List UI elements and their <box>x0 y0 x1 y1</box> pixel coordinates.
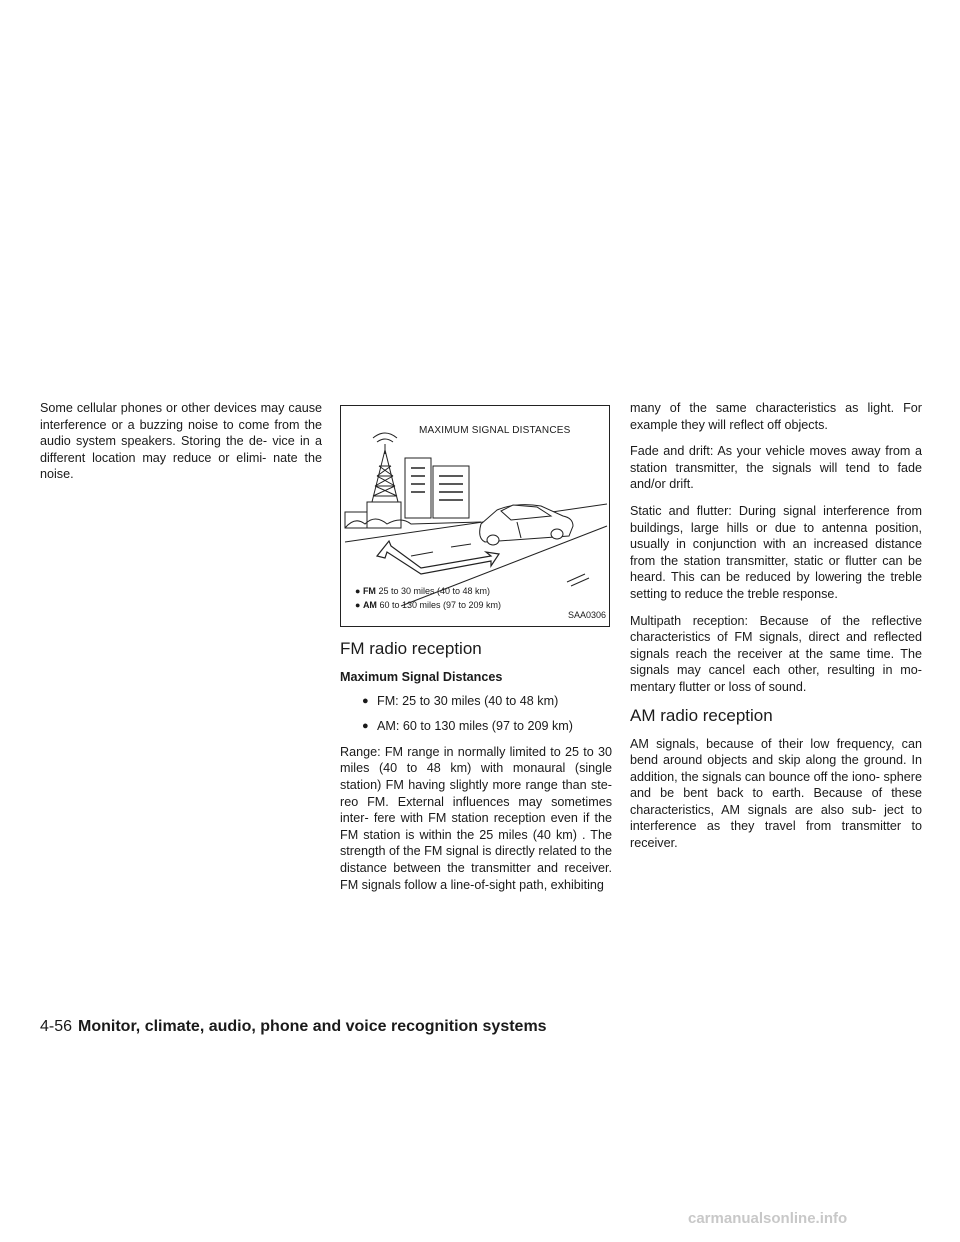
legend-fm-label: FM <box>362 586 376 596</box>
signal-distance-list <box>340 693 612 735</box>
max-signal-distances-subheading: Maximum Signal Distances <box>340 670 503 684</box>
list-item: ● AM: 60 to 130 miles (97 to 209 km) <box>362 718 612 735</box>
fm-range-paragraph: Range: FM range in normally limited to 25 to 30 miles (40 to 48 km) with monaural (single station) FM having slightly more range than ste- reo FM. External influences may sometimes inter- fere with FM station reception even if the FM station is within the 25 miles (40 km) . The strength of the FM signal is directly related to the distance between the transmitter and receiver. FM signals follow a line-of-sight path, exhibiting <box>340 744 612 892</box>
city-buildings-icon <box>345 458 469 528</box>
radio-tower-icon <box>371 433 399 506</box>
signal-distance-figure <box>340 405 610 627</box>
figure-legend-am: ● AM 60 to 130 miles (97 to 209 km) <box>355 600 501 610</box>
fm-continued-paragraph: many of the same characteristics as light. For example they will reflect off objects. <box>630 401 922 432</box>
middle-column <box>340 405 612 903</box>
page-number: 4-56 <box>40 1018 73 1035</box>
multipath-paragraph: Multipath reception: Because of the reflective characteristics of FM signals, direct and reflected signals reach the receiver at the same time. The signals may cancel each other, resulting in mo- mentary flutter or loss of sound. <box>630 613 922 694</box>
list-item: ● FM: 25 to 30 miles (40 to 48 km) <box>362 693 612 710</box>
page-footer <box>40 1017 547 1037</box>
figure-title: MAXIMUM SIGNAL DISTANCES <box>419 425 571 436</box>
fm-reception-heading: FM radio reception <box>340 639 482 658</box>
legend-am-text: 60 to 130 miles (97 to 209 km) <box>376 600 501 610</box>
am-paragraph: AM signals, because of their low frequency, can bend around objects and skip along the ground. In addition, the signals can bounce off the iono- sphere and be bent back to earth. Because of these characteristics, AM signals are also sub- ject to interference as they travel from transmitter to receiver. <box>630 736 922 851</box>
left-column <box>40 400 322 493</box>
figure-code: SAA0306 <box>567 610 606 621</box>
interference-paragraph: Some cellular phones or other devices may cause interference or a buzzing noise to come from the audio system speakers. Storing the de- vice in a different location may reduce or elimi- nate the noise. <box>40 401 322 482</box>
watermark: carmanualsonline.info <box>688 1210 848 1227</box>
chapter-title: Monitor, climate, audio, phone and voice recognition systems <box>78 1018 547 1035</box>
am-reception-heading: AM radio reception <box>630 705 773 725</box>
signal-path-arrow-icon <box>377 541 499 574</box>
legend-am-label: AM <box>362 600 377 610</box>
fade-drift-paragraph: Fade and drift: As your vehicle moves away from a station transmitter, the signals will tend to fade and/or drift. <box>630 444 922 492</box>
static-flutter-paragraph: Static and flutter: During signal interference from buildings, large hills or due to antenna position, usually in conjunction with an increased distance from the station transmitter, static or flutter can be heard. This can be reduced by lowering the treble setting to reduce the treble response. <box>630 503 922 601</box>
right-column <box>630 400 922 862</box>
figure-legend-fm: ● FM 25 to 30 miles (40 to 48 km) <box>355 586 490 596</box>
legend-fm-text: 25 to 30 miles (40 to 48 km) <box>375 586 490 596</box>
